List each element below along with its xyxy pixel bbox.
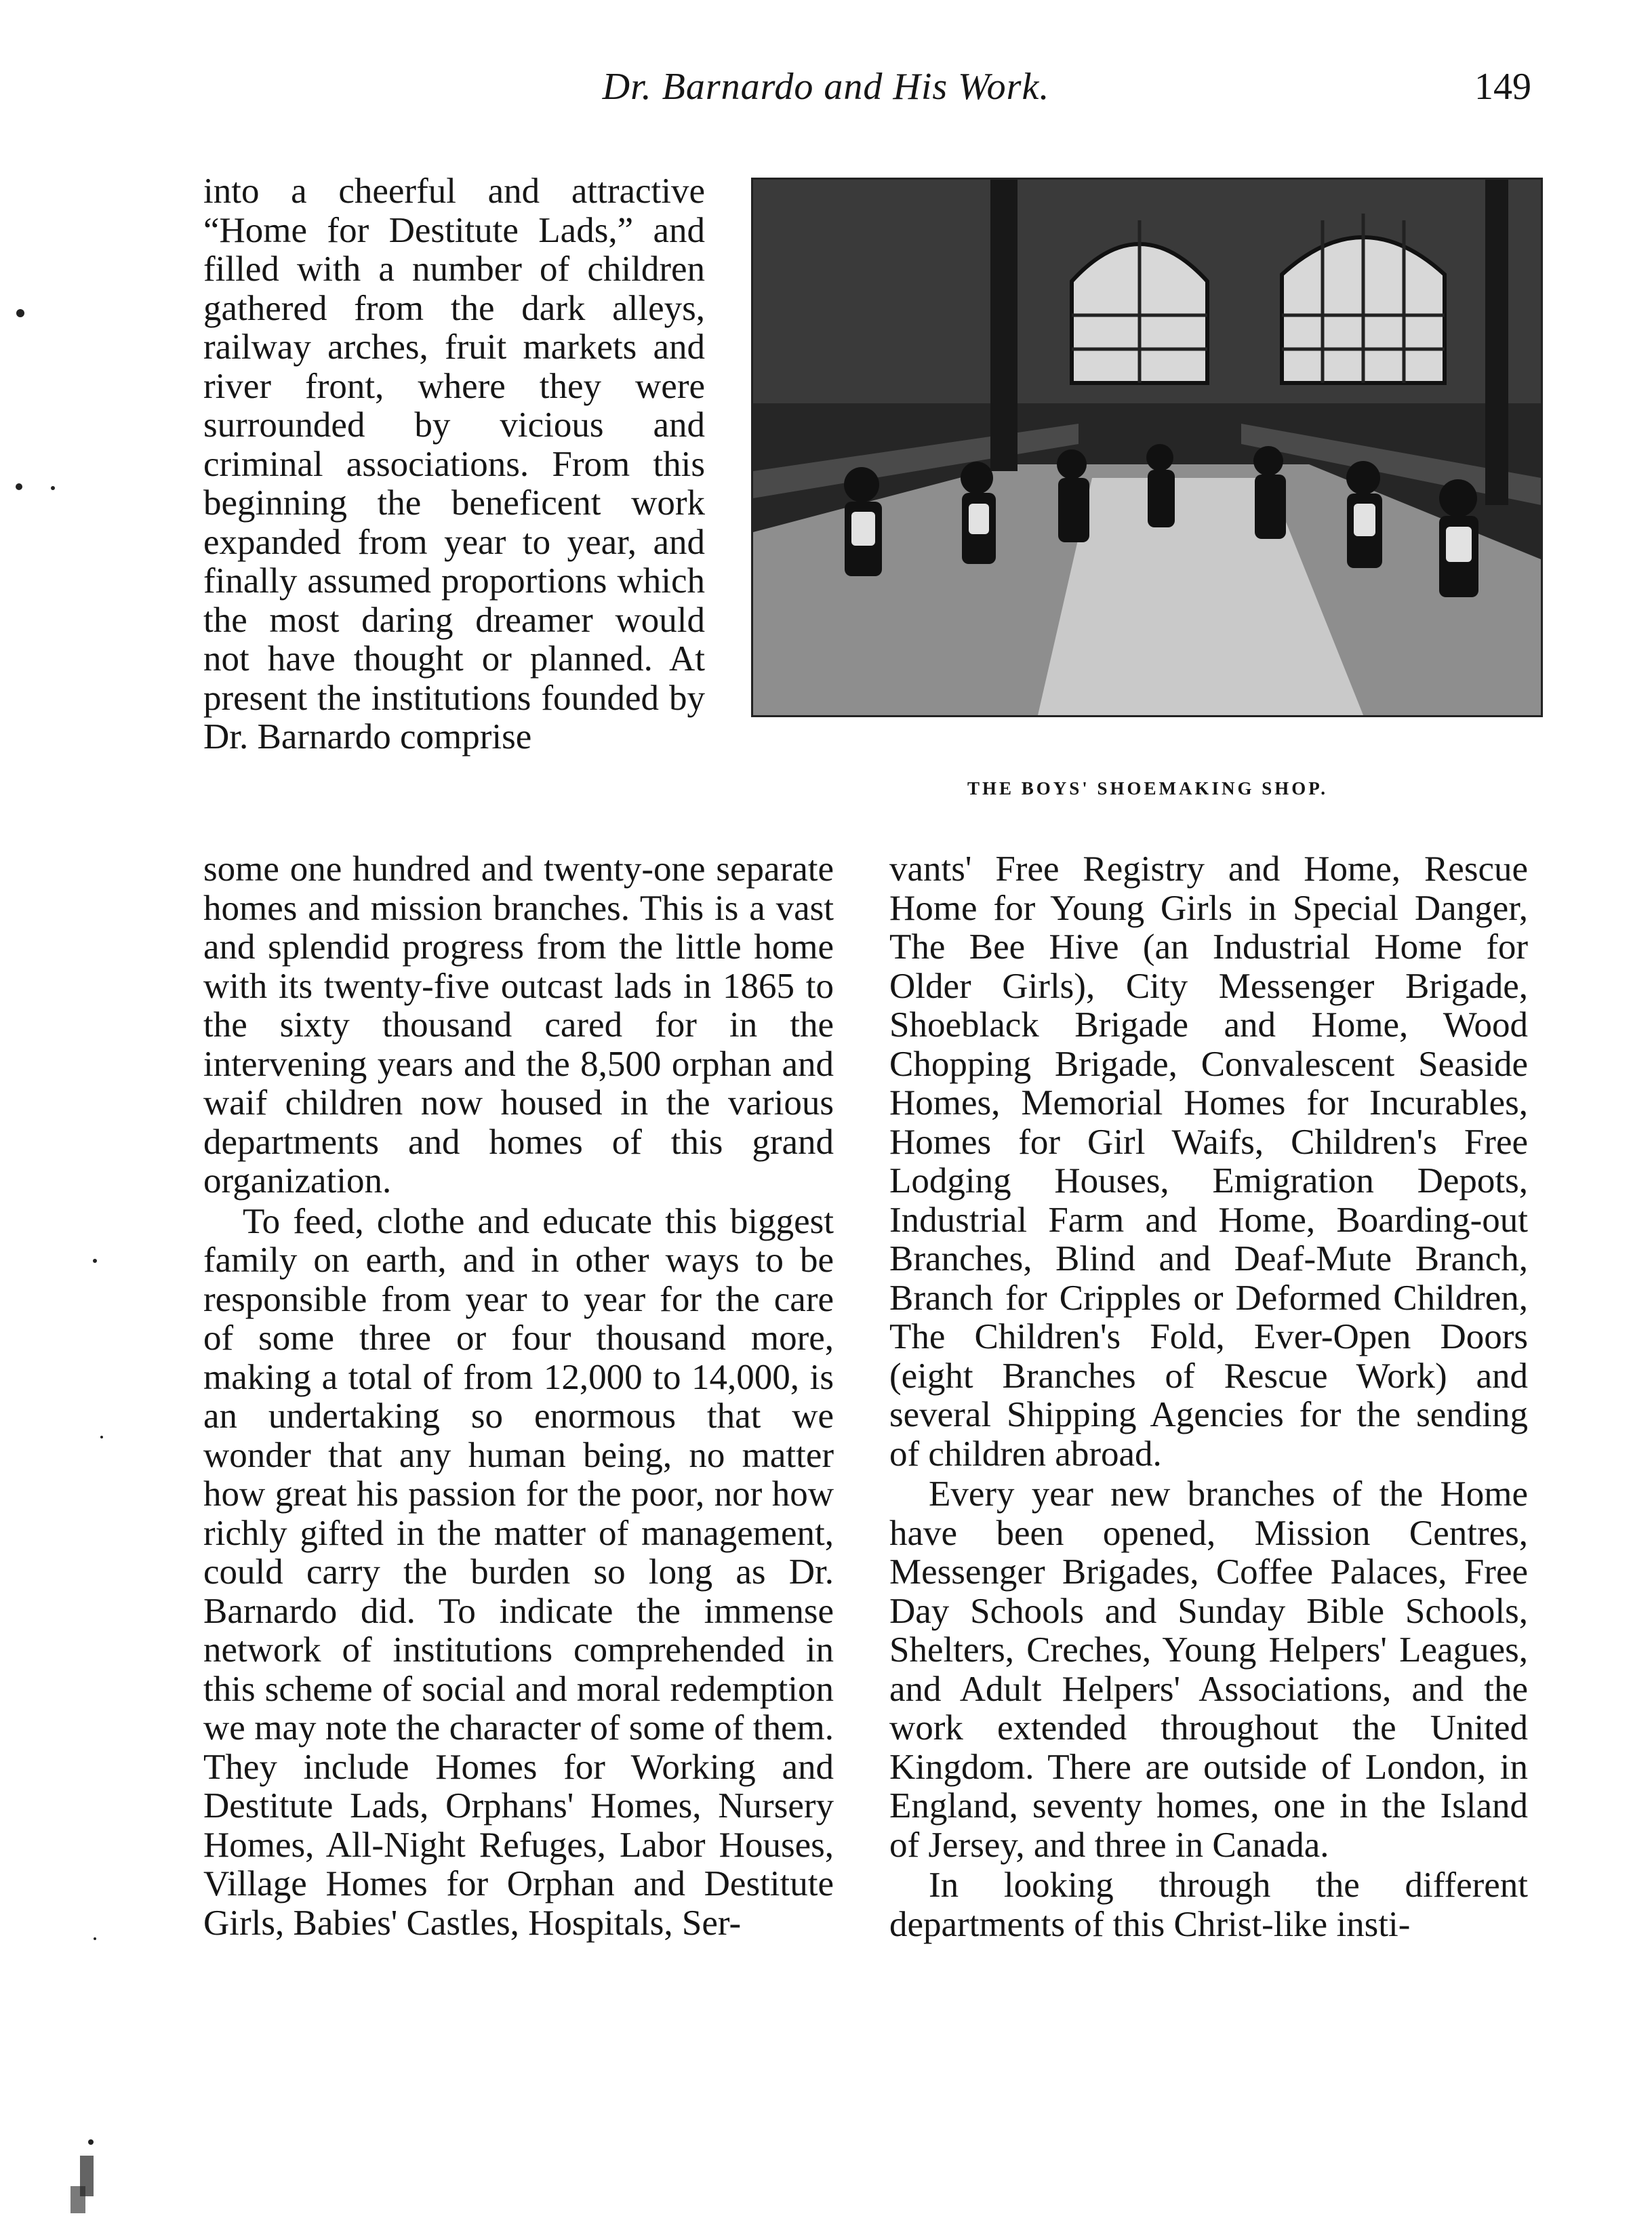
- page-header: [0, 65, 1652, 126]
- right-paragraph-1: vants' Free Registry and Home, Rescue Home for Young Girls in Special Danger, The Bee Hive (an Industrial Home for Older Girls), City Messenger Brigade, Shoeblack Brigade and Home, Wood Chopping Brigade, Convalescent Seaside Homes, Memorial Homes for Incurables, Homes for Girl Waifs, Children's Free Lodging Houses, Emigration Depots, Industrial Farm and Home, Boarding-out Branches, Blind and Deaf-Mute Branch, Branch for Cripples or Deformed Children, The Children's Fold, Ever-Open Doors (eight Branches of Rescue Work) and several Shipping Agencies for the sending of children abroad.: [889, 849, 1528, 1474]
- right-paragraph-2: Every year new branches of the Home have been opened, Mission Centres, Messenger Brigades, Coffee Palaces, Free Day Schools and Sunday Bible Schools, Shelters, Creches, Young Helpers' Leagues, and Adult Helpers' Associations, and the work extended throughout the United Kingdom. There are outside of London, in England, seventy homes, one in the Island of Jersey, and three in Canada.: [889, 1474, 1528, 1865]
- intro-text: into a cheerful and attractive “Home for Destitute Lads,” and filled with a number of children gathered from the dark alleys, railway arches, fruit markets and river front, where they were surrounded by vicious and criminal associations. From this beginning the beneficent work expanded from year to year, and finally assumed proportions which the most daring dreamer would not have thought or planned. At present the institutions founded by Dr. Barnardo comprise: [203, 172, 705, 757]
- right-paragraph-3: In looking through the different departments of this Christ-like insti-: [889, 1866, 1528, 1944]
- shoemaking-shop-figure: [751, 178, 1544, 799]
- figure-caption: THE BOYS' SHOEMAKING SHOP.: [967, 778, 1329, 799]
- workshop-illustration: [753, 180, 1541, 715]
- running-title: Dr. Barnardo and His Work.: [602, 66, 1050, 108]
- right-column: [889, 850, 1528, 1944]
- left-paragraph-2: To feed, clothe and educate this biggest family on earth, and in other ways to be responsible from year to year for the care of some three or four thousand more, making a total of from 12,000 to 14,000, is an undertaking so enormous that we wonder that any human being, no matter how great his passion for the poor, nor how richly gifted in the matter of management, could carry the burden so long as Dr. Barnardo did. To indicate the immense network of institutions comprehended in this scheme of social and moral redemption we may note the character of some of them. They include Homes for Working and Destitute Lads, Orphans' Homes, Nursery Homes, All-Night Refuges, Labor Houses, Village Homes for Orphan and Destitute Girls, Babies' Castles, Hospitals, Ser-: [203, 1201, 834, 1943]
- intro-paragraph: [203, 172, 705, 757]
- shoemaking-shop-photo: [751, 178, 1543, 717]
- left-column: [203, 850, 834, 1943]
- left-paragraph-1: some one hundred and twenty-one separate homes and mission branches. This is a vast and splendid progress from the little home with its twenty-five outcast lads in 1865 to the sixty thousand cared for in the intervening years and the 8,500 orphan and waif children now housed in the various departments and homes of this grand organization.: [203, 849, 834, 1201]
- page-number: 149: [1474, 66, 1531, 108]
